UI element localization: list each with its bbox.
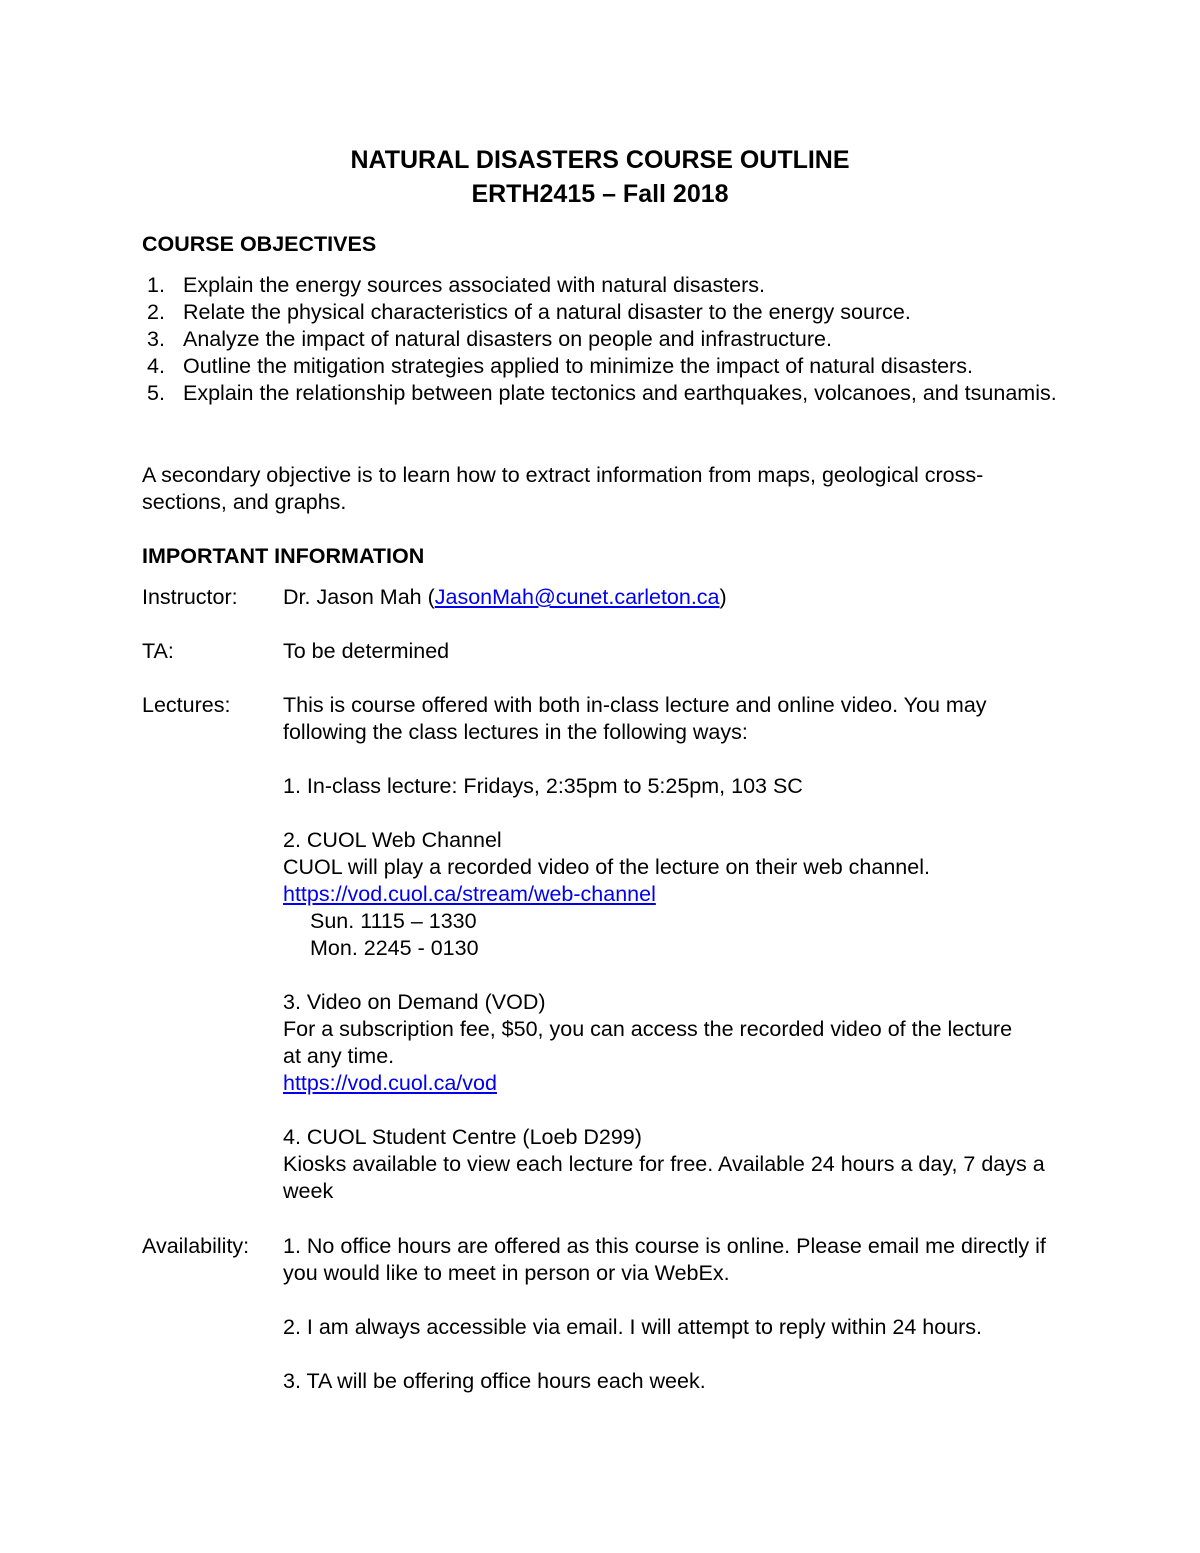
list-item: 3. Analyze the impact of natural disasters on people and infrastructure. <box>147 327 832 351</box>
secondary-objective: A secondary objective is to learn how to extract information from maps, geological cross-sections, and graphs. <box>142 463 984 514</box>
title-line-1: NATURAL DISASTERS COURSE OUTLINE <box>350 146 850 174</box>
availability-item-2: 2. I am always accessible via email. I will attempt to reply within 24 hours. <box>283 1315 983 1339</box>
web-channel-time-2: Mon. 2245 - 0130 <box>310 936 479 960</box>
web-channel-time-1: Sun. 1115 – 1330 <box>310 909 477 933</box>
lecture-option-2-desc: CUOL will play a recorded video of the lecture on their web channel. <box>283 855 930 879</box>
objectives-heading: COURSE OBJECTIVES <box>142 232 377 256</box>
ta-label: TA: <box>142 639 174 663</box>
lecture-option-4-desc: Kiosks available to view each lecture for free. Available 24 hours a day, 7 days a week <box>283 1152 1045 1203</box>
instructor-email-link[interactable]: JasonMah@cunet.carleton.ca <box>434 585 720 609</box>
lecture-option-2-title: 2. CUOL Web Channel <box>283 828 502 852</box>
objectives-list <box>142 272 1092 407</box>
availability-item-3: 3. TA will be offering office hours each week. <box>283 1369 706 1393</box>
lecture-option-1: 1. In-class lecture: Fridays, 2:35pm to 5:25pm, 103 SC <box>283 774 803 798</box>
lecture-option-4-title: 4. CUOL Student Centre (Loeb D299) <box>283 1125 642 1149</box>
instructor-value: Dr. Jason Mah (JasonMah@cunet.carleton.ca) <box>283 585 727 609</box>
availability-value <box>283 1233 1073 1395</box>
info-heading: IMPORTANT INFORMATION <box>142 544 425 568</box>
web-channel-link[interactable]: https://vod.cuol.ca/stream/web-channel <box>283 882 656 906</box>
lectures-intro: This is course offered with both in-class lecture and online video. You may following the class lectures in the following ways: <box>283 693 987 744</box>
vod-link[interactable]: https://vod.cuol.ca/vod <box>283 1071 497 1095</box>
document-title <box>0 143 1200 211</box>
ta-value: To be determined <box>283 639 450 663</box>
instructor-label: Instructor: <box>142 585 238 609</box>
list-item: 2. Relate the physical characteristics of a natural disaster to the energy source. <box>147 300 911 324</box>
list-item: 4. Outline the mitigation strategies applied to minimize the impact of natural disasters. <box>147 354 973 378</box>
availability-label: Availability: <box>142 1234 250 1258</box>
list-item: 1. Explain the energy sources associated with natural disasters. <box>147 273 766 297</box>
lectures-label: Lectures: <box>142 693 231 717</box>
list-item: 5. Explain the relationship between plate tectonics and earthquakes, volcanoes, and tsunamis. <box>147 381 1057 405</box>
lecture-option-3-desc: For a subscription fee, $50, you can access the recorded video of the lecture at any time. <box>283 1017 1013 1068</box>
availability-item-1: 1. No office hours are offered as this course is online. Please email me directly if you would like to meet in person or via WebEx. <box>283 1234 1046 1285</box>
lectures-value <box>283 692 1073 1205</box>
lecture-option-3-title: 3. Video on Demand (VOD) <box>283 990 546 1014</box>
title-line-2: ERTH2415 – Fall 2018 <box>471 180 729 208</box>
